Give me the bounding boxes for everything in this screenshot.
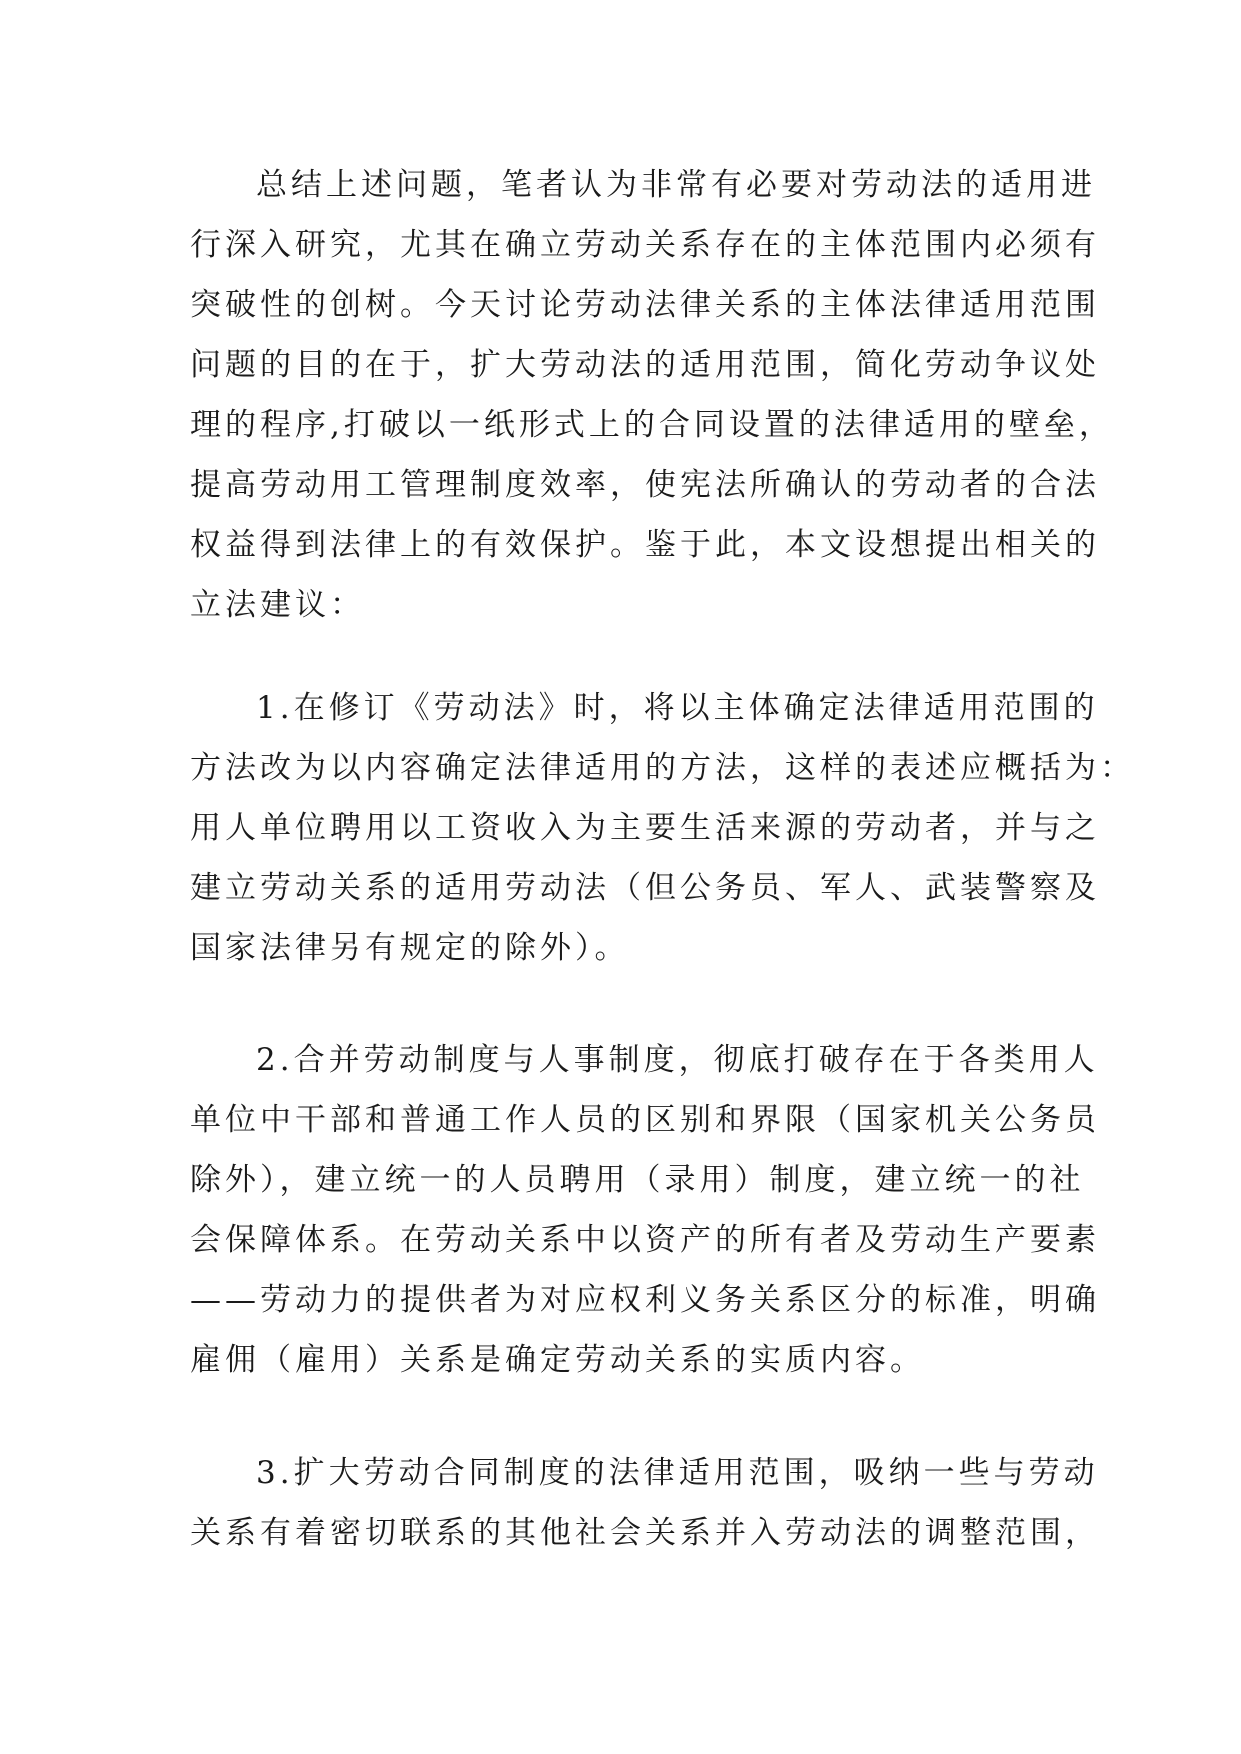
text-line: 除外），建立统一的人员聘用（录用）制度，建立统一的社: [190, 1162, 1085, 1198]
text-line: 2.合并劳动制度与人事制度，彻底打破存在于各类用人: [256, 1042, 1099, 1078]
paragraph-summary: [190, 155, 1114, 635]
text-line: 方法改为以内容确定法律适用的方法，这样的表述应概括为：: [190, 750, 1135, 786]
text-line: 权益得到法律上的有效保护。鉴于此，本文设想提出相关的: [190, 527, 1100, 563]
text-line: 关系有着密切联系的其他社会关系并入劳动法的调整范围，: [190, 1515, 1100, 1551]
text-line: 雇佣（雇用）关系是确定劳动关系的实质内容。: [190, 1342, 925, 1378]
paragraph-item-3: [190, 1443, 1100, 1563]
text-line: 1.在修订《劳动法》时，将以主体确定法律适用范围的: [256, 690, 1099, 726]
text-line: 总结上述问题，笔者认为非常有必要对劳动法的适用进: [256, 167, 1096, 203]
text-line: 单位中干部和普通工作人员的区别和界限（国家机关公务员: [190, 1102, 1100, 1138]
text-line: 立法建议：: [190, 587, 365, 623]
text-line: 建立劳动关系的适用劳动法（但公务员、军人、武装警察及: [190, 870, 1100, 906]
text-line: 国家法律另有规定的除外）。: [190, 930, 630, 966]
text-line: 3.扩大劳动合同制度的法律适用范围，吸纳一些与劳动: [256, 1455, 1099, 1491]
paragraph-item-2: [190, 1030, 1100, 1390]
text-line: 问题的目的在于，扩大劳动法的适用范围，简化劳动争议处: [190, 347, 1100, 383]
text-line: 提高劳动用工管理制度效率，使宪法所确认的劳动者的合法: [190, 467, 1100, 503]
text-line: 会保障体系。在劳动关系中以资产的所有者及劳动生产要素: [190, 1222, 1100, 1258]
text-line: 理的程序,打破以一纸形式上的合同设置的法律适用的壁垒，: [190, 407, 1114, 443]
text-line: 突破性的创树。今天讨论劳动法律关系的主体法律适用范围: [190, 287, 1100, 323]
text-line: 行深入研究，尤其在确立劳动关系存在的主体范围内必须有: [190, 227, 1100, 263]
text-line: ——劳动力的提供者为对应权利义务关系区分的标准，明确: [190, 1282, 1100, 1318]
text-line: 用人单位聘用以工资收入为主要生活来源的劳动者，并与之: [190, 810, 1100, 846]
paragraph-item-1: [190, 678, 1135, 978]
